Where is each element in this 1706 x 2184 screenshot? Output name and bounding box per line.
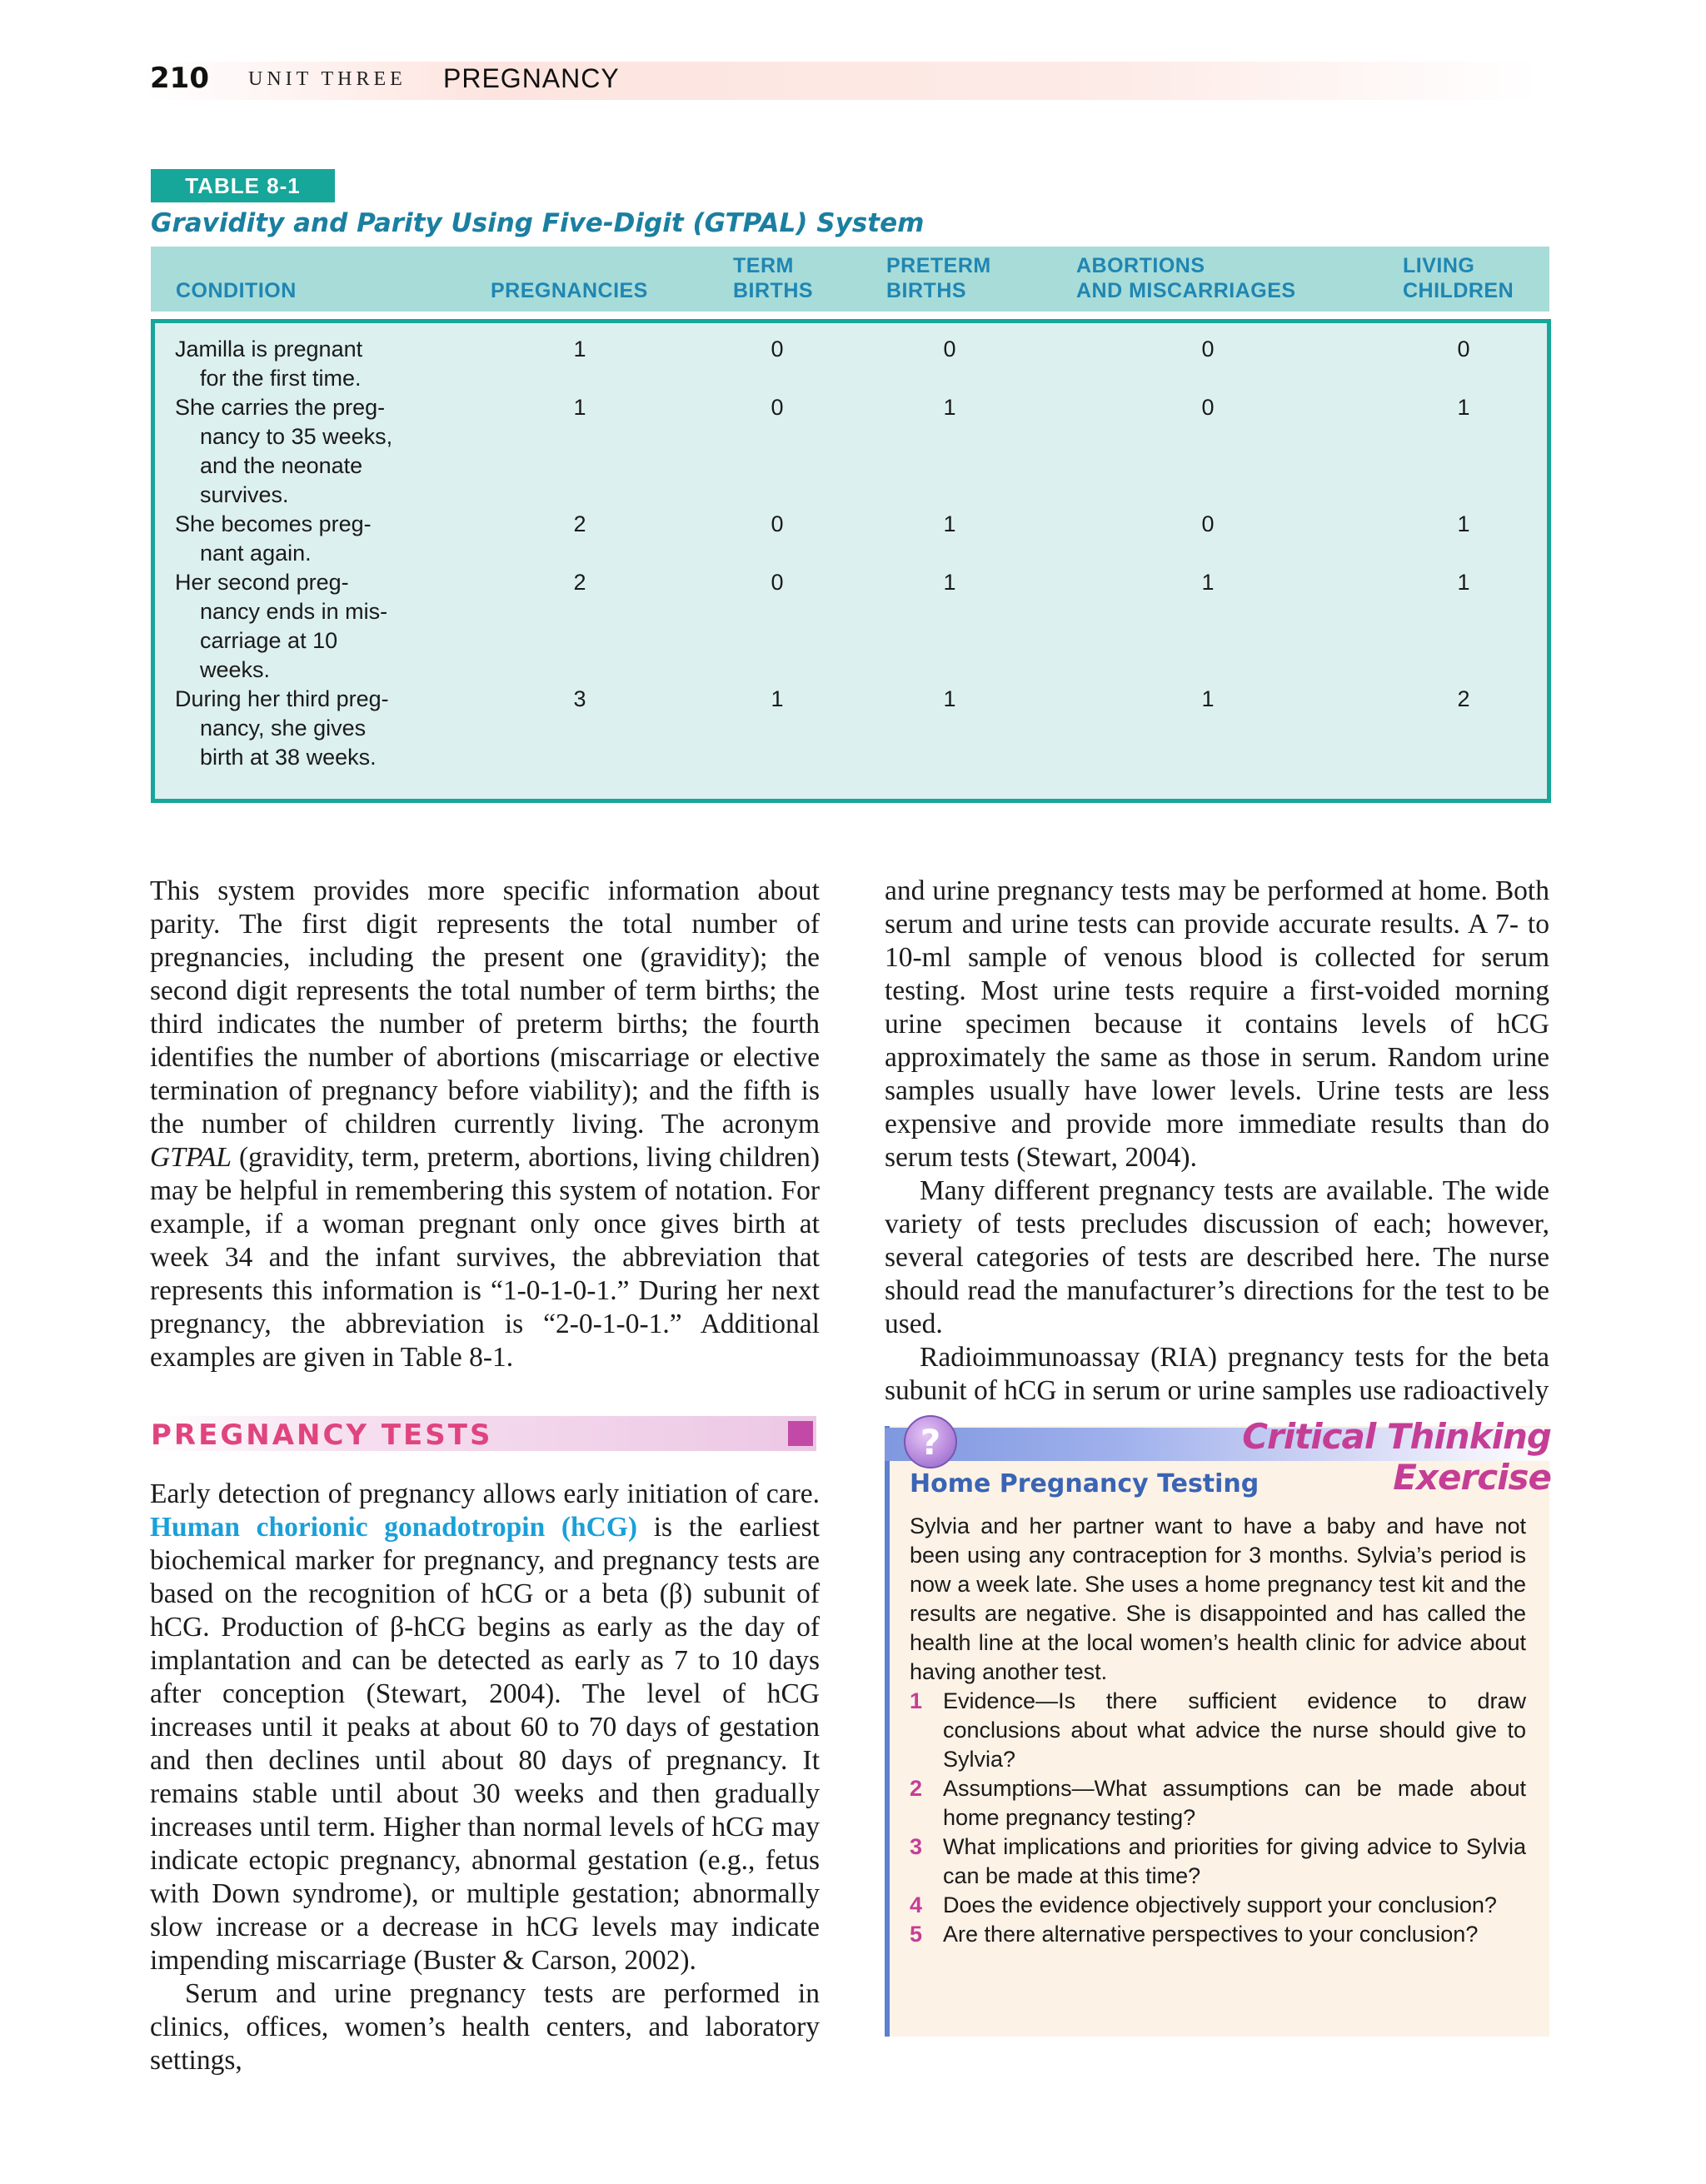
body-paragraph: and urine pregnancy tests may be performed at home. Both serum and urine tests can provide accurate results. A 7- to 10-ml sample of venous blood is collected for serum testing. Most urine tests require a first-voided morning urine specimen because it contains levels of hCG approximately the same as those in serum. Random urine samples usually have lower levels. Urine tests are less expensive and provide more immediate results than do serum tests (Stewart, 2004). Many different pregnancy tests are available. The wide variety of tests precludes discussion of each; however, several categories of tests are described here. The nurse should read the manufacturer’s directions for the test to be used. Radioimmunoassay (RIA) pregnancy tests for the beta subunit of hCG in serum or urine samples use radioactively (885, 875, 1549, 1406)
list-item: 2 Assumptions—What assumptions can be made about home pregnancy testing? (910, 1776, 1526, 1830)
table-cell: 1 (943, 511, 956, 536)
table-cell: 2 (1457, 686, 1470, 711)
table-cell: 1 (943, 570, 956, 595)
table-cell: 1 (1457, 511, 1470, 536)
table-cell: 0 (771, 511, 784, 536)
table-cell: 0 (771, 570, 784, 595)
box-title: Critical Thinking Exercise (1242, 1416, 1551, 1498)
box-accent-bar (885, 1426, 890, 2037)
table-cell: 2 (573, 511, 586, 536)
table-cell: 0 (1457, 337, 1470, 362)
col-header-pregnancies: PREGNANCIES (491, 279, 648, 302)
table-cell: 0 (943, 337, 956, 362)
col-header-preterm: PRETERM BIRTHS (886, 254, 991, 302)
section-title: PREGNANCY (443, 63, 620, 93)
section-heading: PREGNANCY TESTS (151, 1419, 493, 1452)
table-cell: 0 (771, 337, 784, 362)
list-item: 3 What implications and priorities for giving advice to Sylvia can be made at this time? (910, 1834, 1526, 1888)
table-cell: 1 (943, 686, 956, 711)
table-cell: 3 (573, 686, 586, 711)
page-number: 210 (150, 62, 209, 95)
table-cell: 1 (771, 686, 784, 711)
table-row-condition: She becomes preg- nant again. (175, 511, 372, 566)
table-cell: 1 (943, 395, 956, 420)
table-cell: 0 (1201, 511, 1215, 536)
table-row-condition: During her third preg- nancy, she gives birth at 38 weeks. (175, 686, 389, 770)
question-list (910, 1687, 1526, 1949)
table-cell: 1 (573, 395, 586, 420)
table-cell: 0 (1201, 395, 1215, 420)
table-row-condition: Her second preg- nancy ends in mis- carriage at 10 weeks. (175, 570, 388, 682)
key-term: Human chorionic gonadotropin (hCG) (150, 1512, 638, 1543)
table-cell: 1 (573, 337, 586, 362)
table-cell: 0 (1201, 337, 1215, 362)
unit-label: UNIT THREE (248, 68, 407, 90)
table-row-condition: She carries the preg- nancy to 35 weeks, and the neonate survives. (175, 395, 393, 507)
list-item: 1 Evidence—Is there sufficient evidence to draw conclusions about what advice the nurse should give to Sylvia? (910, 1688, 1526, 1772)
table-label: TABLE 8-1 (151, 169, 335, 202)
body-paragraph: Early detection of pregnancy allows early initiation of care. Human chorionic gonadotropin (hCG) is the earliest biochemical marker for pregnancy, and pregnancy tests are based on the recognition of hCG or a beta (β) subunit of hCG. Production of β-hCG begins as early as the day of implantation and can be detected as early as 7 to 10 days after conception (Stewart, 2004). The level of hCG increases until it peaks at about 60 to 70 days of gestation and then declines until about 80 days of pregnancy. It remains stable until about 30 weeks and then gradually increases until term. Higher than normal levels of hCG may indicate ectopic pregnancy, abnormal gestation (e.g., fetus with Down syndrome), or multiple gestation; abnormally slow increase or a decrease in hCG levels may indicate impending miscarriage (Buster & Carson, 2002). Serum and urine pregnancy tests are performed in clinics, offices, women’s health centers, and laboratory settings, (150, 1478, 820, 2076)
question-icon: ? (904, 1415, 957, 1468)
table-cell: 1 (1201, 570, 1215, 595)
list-item: 4 Does the evidence objectively support your conclusion? (910, 1892, 1497, 1917)
col-header-living: LIVING CHILDREN (1403, 254, 1514, 302)
table-cell: 2 (573, 570, 586, 595)
col-header-abortions: ABORTIONS AND MISCARRIAGES (1076, 254, 1296, 302)
square-icon (788, 1421, 813, 1446)
table-title: Gravidity and Parity Using Five-Digit (GTPAL) System (151, 208, 925, 238)
box-subtitle: Home Pregnancy Testing (910, 1469, 1260, 1498)
table-header (151, 247, 1549, 312)
table-cell: 1 (1457, 570, 1470, 595)
table-row-condition: Jamilla is pregnant for the first time. (175, 337, 363, 391)
table-cell: 1 (1201, 686, 1215, 711)
table-cell: 0 (771, 395, 784, 420)
body-paragraph: This system provides more specific information about parity. The first digit represents the total number of pregnancies, including the present one (gravidity); the second digit represents the total number of term births; the third indicates the number of preterm births; the fourth identifies the number of abortions (miscarriage or elective termination of pregnancy before viability); and the fifth is the number of children currently living. The acronym GTPAL (gravidity, term, preterm, abortions, living children) may be helpful in remembering this system of notation. For example, if a woman pregnant only once gives birth at week 34 and the infant survives, the abbreviation that represents this information is “1-0-1-0-1.” During her next pregnancy, the abbreviation is “2-0-1-0-1.” Additional examples are given in Table 8-1. (150, 875, 820, 1373)
list-item: 5 Are there alternative perspectives to your conclusion? (910, 1922, 1479, 1947)
col-header-condition: CONDITION (176, 279, 297, 302)
table-cell: 1 (1457, 395, 1470, 420)
col-header-term: TERM BIRTHS (733, 254, 814, 302)
box-scenario: Sylvia and her partner want to have a baby and have not been using any contraception for 3 months. Sylvia’s period is now a week late. She uses a home pregnancy test kit and the results are negative. She is disappointed and has called the health line at the local women’s health clinic for advice about having another test. (910, 1513, 1526, 1684)
